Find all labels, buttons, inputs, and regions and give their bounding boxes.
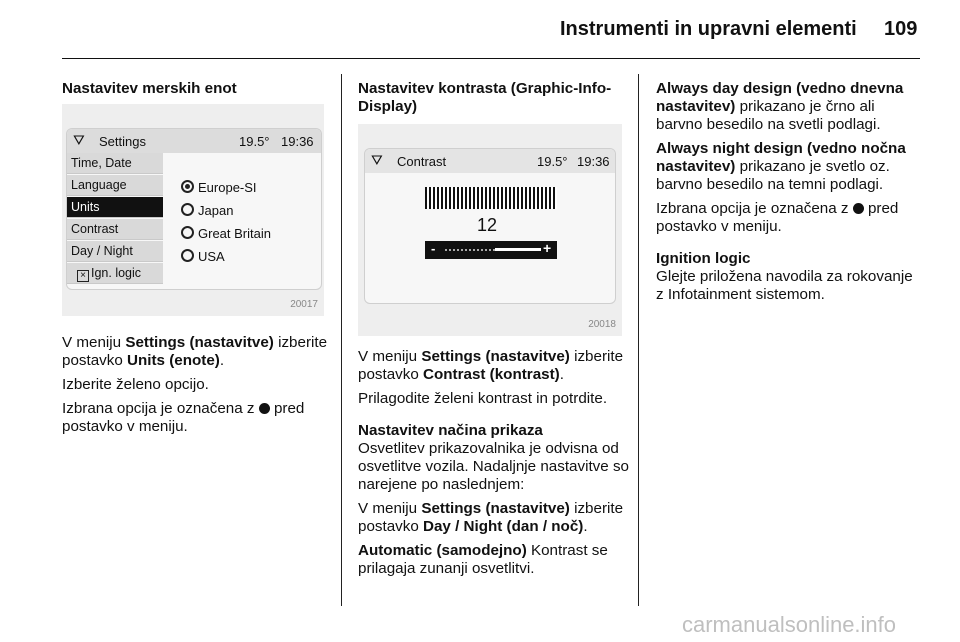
column-2	[358, 80, 628, 116]
paragraph: V meniju Settings (nastavitve) izberite postavko Contrast (kontrast).	[358, 348, 624, 383]
paragraph: Automatic (samodejno) Kontrast se prilagaja zunanji osvetlitvi.	[358, 542, 608, 577]
option-label: Europe-SI	[198, 180, 257, 195]
clock: 19:36	[281, 134, 314, 149]
radio-selected-icon	[181, 180, 194, 193]
option-label: Japan	[198, 203, 234, 218]
slider-fill	[495, 248, 541, 251]
road-icon: ⛛	[371, 152, 383, 168]
section-heading: Ignition logic	[656, 250, 751, 267]
menu-item-units[interactable]: Units	[67, 197, 163, 218]
plus-icon[interactable]: +	[543, 240, 552, 256]
settings-figure	[62, 104, 324, 316]
option-usa[interactable]	[181, 249, 225, 264]
contrast-slider[interactable]	[425, 241, 557, 259]
section-heading: Nastavitev načina prikaza	[358, 422, 543, 439]
paragraph: Osvetlitev prikazovalnika je odvisna od osvetlitve vozila. Nadaljnje nastavitve so narejene po naslednjem:	[358, 440, 629, 493]
menu-item-day-night[interactable]: Day / Night	[67, 241, 163, 262]
menu-item-label: Ign. logic	[91, 266, 142, 280]
clock: 19:36	[577, 154, 610, 169]
menu-item-time-date[interactable]: Time, Date	[67, 153, 163, 174]
radio-icon	[181, 226, 194, 239]
section-heading: Nastavitev kontrasta (Graphic-Info-Display)	[358, 80, 612, 115]
option-japan[interactable]	[181, 203, 233, 218]
contrast-screen	[364, 148, 616, 304]
paragraph: Izbrana opcija je označena z pred postavko v meniju.	[656, 200, 899, 235]
column-divider	[341, 74, 342, 606]
checkbox-icon: ×	[77, 270, 89, 282]
temperature: 19.5°	[537, 154, 568, 169]
screen-title: Contrast	[397, 154, 447, 169]
filled-circle-icon	[259, 403, 270, 414]
menu-item-ign-logic[interactable]	[67, 263, 163, 284]
contrast-value: 12	[477, 215, 498, 235]
column-3	[656, 80, 921, 310]
paragraph: Izbrana opcija je označena z pred postavko v meniju.	[62, 400, 305, 435]
slider-track	[445, 249, 495, 251]
screen-title: Settings	[99, 134, 146, 149]
settings-screen	[66, 128, 322, 290]
paragraph: Always night design (vedno nočna nastavitev) prikazano je svetlo oz. barvno besedilo na temni podlagi.	[656, 140, 906, 193]
screen-header	[365, 149, 615, 173]
header-rule	[62, 58, 920, 59]
page-number: 109	[884, 18, 918, 40]
column-divider	[638, 74, 639, 606]
radio-icon	[181, 249, 194, 262]
menu-item-language[interactable]: Language	[67, 175, 163, 196]
minus-icon[interactable]: -	[431, 241, 436, 256]
contrast-figure	[358, 124, 622, 336]
contrast-pattern	[425, 187, 557, 209]
option-label: USA	[198, 249, 225, 264]
column-2-text	[358, 348, 633, 584]
radio-icon	[181, 203, 194, 216]
running-header-title: Instrumenti in upravni elementi	[560, 18, 857, 40]
column-1-text	[62, 334, 332, 442]
temperature: 19.5°	[239, 134, 270, 149]
figure-number: 20017	[290, 299, 318, 310]
figure-number: 20018	[588, 319, 616, 330]
screen-header	[67, 129, 321, 153]
paragraph: V meniju Settings (nastavitve) izberite postavko Day / Night (dan / noč).	[358, 500, 624, 535]
paragraph: Glejte priložena navodila za rokovanje z Infotainment sistemom.	[656, 268, 913, 303]
option-label: Great Britain	[198, 226, 271, 241]
option-great-britain[interactable]	[181, 226, 271, 241]
option-europe-si[interactable]	[181, 180, 257, 195]
filled-circle-icon	[853, 203, 864, 214]
section-heading: Nastavitev merskih enot	[62, 80, 237, 97]
road-icon: ⛛	[73, 132, 85, 148]
paragraph: Izberite želeno opcijo.	[62, 376, 209, 393]
watermark: carmanualsonline.info	[682, 612, 897, 637]
column-1	[62, 80, 332, 98]
paragraph: Prilagodite želeni kontrast in potrdite.	[358, 390, 608, 407]
menu-item-contrast[interactable]: Contrast	[67, 219, 163, 240]
paragraph: V meniju Settings (nastavitve) izberite postavko Units (enote).	[62, 334, 328, 369]
paragraph: Always day design (vedno dnevna nastavitev) prikazano je črno ali barvno besedilo na svetli podlagi.	[656, 80, 904, 133]
